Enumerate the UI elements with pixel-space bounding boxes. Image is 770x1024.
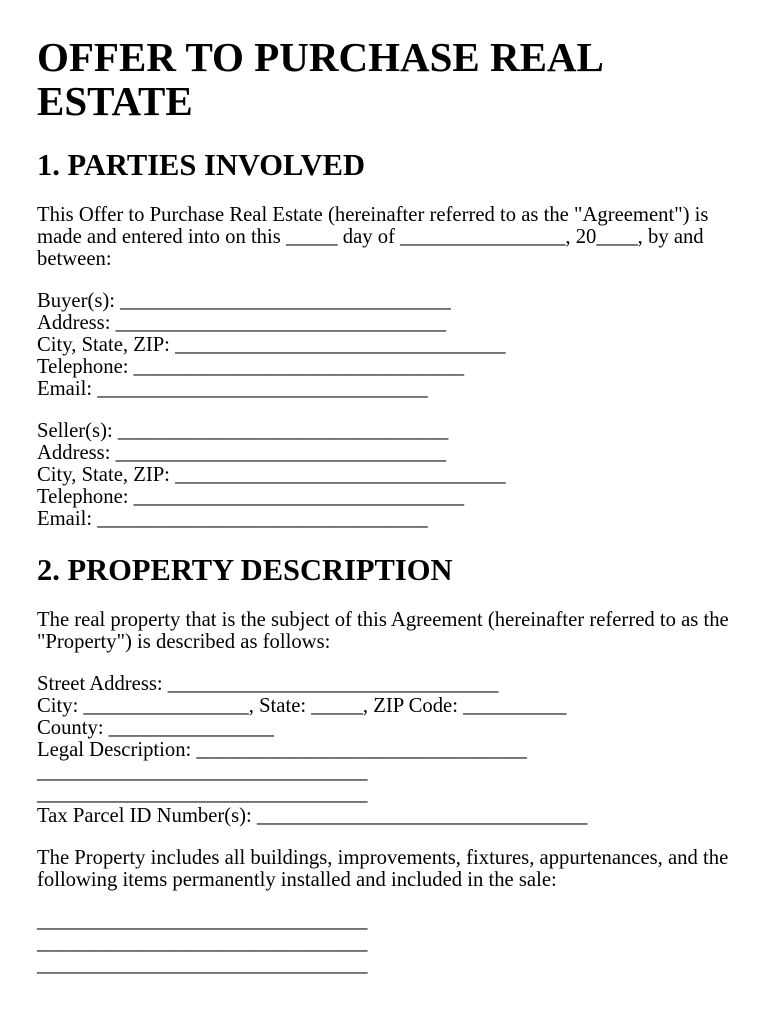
street-address-field: Street Address: ________________________________ xyxy=(37,673,499,695)
included-item-line: ________________________________ xyxy=(37,954,368,976)
seller-city-state-zip-field: City, State, ZIP: ________________________________ xyxy=(37,464,506,486)
property-intro-paragraph xyxy=(37,609,770,653)
seller-name-field: Seller(s): ________________________________ xyxy=(37,420,449,442)
paragraph-line: This Offer to Purchase Real Estate (hereinafter referred to as the "Agreement") is xyxy=(37,204,709,226)
section-heading-property: 2. PROPERTY DESCRIPTION xyxy=(37,553,453,587)
included-item-line: ________________________________ xyxy=(37,910,368,932)
paragraph-line: following items permanently installed and included in the sale: xyxy=(37,869,557,891)
buyer-name-field: Buyer(s): ________________________________ xyxy=(37,290,451,312)
buyer-fields xyxy=(37,290,770,400)
city-state-zip-field: City: ________________, State: _____, ZIP Code: __________ xyxy=(37,695,567,717)
legal-description-line: ________________________________ xyxy=(37,783,368,805)
legal-description-field: Legal Description: ________________________________ xyxy=(37,739,527,761)
paragraph-line: The real property that is the subject of this Agreement (hereinafter referred to as the xyxy=(37,609,729,631)
buyer-email-field: Email: ________________________________ xyxy=(37,378,428,400)
paragraph-line: made and entered into on this _____ day of ________________, 20____, by and xyxy=(37,226,704,248)
document-title: OFFER TO PURCHASE REAL ESTATE xyxy=(37,34,602,124)
section-heading-parties: 1. PARTIES INVOLVED xyxy=(37,148,365,182)
included-item-line: ________________________________ xyxy=(37,932,368,954)
legal-description-line: ________________________________ xyxy=(37,761,368,783)
seller-telephone-field: Telephone: ________________________________ xyxy=(37,486,465,508)
seller-fields xyxy=(37,420,770,530)
property-fields xyxy=(37,673,770,827)
buyer-telephone-field: Telephone: ________________________________ xyxy=(37,356,465,378)
included-items-list xyxy=(37,910,770,976)
buyer-city-state-zip-field: City, State, ZIP: ________________________________ xyxy=(37,334,506,356)
seller-address-field: Address: ________________________________ xyxy=(37,442,447,464)
seller-email-field: Email: ________________________________ xyxy=(37,508,428,530)
buyer-address-field: Address: ________________________________ xyxy=(37,312,447,334)
county-field: County: ________________ xyxy=(37,717,274,739)
tax-parcel-id-field: Tax Parcel ID Number(s): ________________________________ xyxy=(37,805,588,827)
inclusions-paragraph xyxy=(37,847,770,891)
paragraph-line: "Property") is described as follows: xyxy=(37,631,331,653)
paragraph-line: between: xyxy=(37,248,112,270)
paragraph-line: The Property includes all buildings, improvements, fixtures, appurtenances, and the xyxy=(37,847,729,869)
parties-intro-paragraph xyxy=(37,204,770,270)
